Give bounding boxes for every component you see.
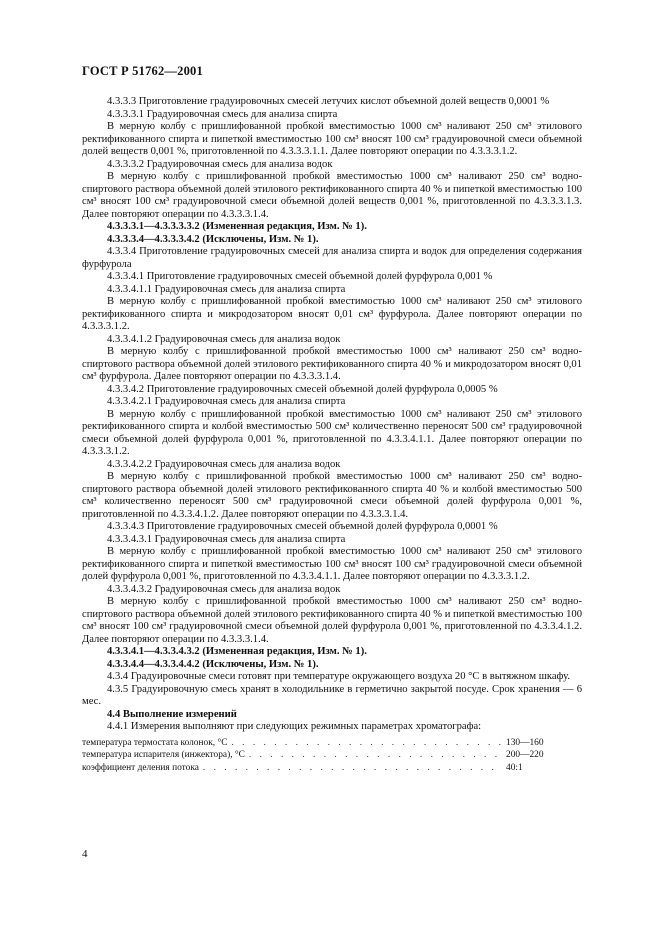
parameter-name: температура испарителя (инжектора), °С <box>82 750 245 760</box>
paragraph: 4.4.1 Измерения выполняют при следующих режимных параметрах хроматографа: <box>107 721 482 732</box>
paragraph: 4.3.3.3 Приготовление градуировочных смесей летучих кислот объемной долей веществ 0,0001 % <box>107 96 550 107</box>
parameter-name: температура термостата колонок, °С <box>82 737 228 748</box>
paragraph: В мерную колбу с пришлифованной пробкой вместимостью 1000 см³ наливают 250 см³ этилового ректификованного спирта и пипеткой вместимостью 100 см³ вносят 100 см³ градуировочной смеси объемной долей фурфурола 0,001 %, приготовленной по 4.3.3.4.1.1. Далее повторяют операции по 4.3.3.3.1.2. <box>82 546 582 582</box>
paragraph: 4.3.3.4 Приготовление градуировочных смесей для анализа спирта и водок для определения содержания фурфурола <box>82 246 582 270</box>
parameter-value: 40:1 <box>506 762 523 773</box>
leader-dots <box>203 762 502 775</box>
parameter-value: 200—220 <box>506 750 544 760</box>
subheading: 4.3.3.3.1 Градуировочная смесь для анализа спирта <box>107 108 338 120</box>
subheading: 4.3.3.4.2 Приготовление градуировочных смесей объемной долей фурфурола 0,0005 % <box>107 383 498 395</box>
subheading: 4.3.3.4.1.1 Градуировочная смесь для анализа спирта <box>107 283 346 295</box>
paragraph: В мерную колбу с пришлифованной пробкой вместимостью 1000 см³ наливают 250 см³ водно-спиртового раствора объемной долей этилового ректификованного спирта 40 % и пипеткой вместимостью 100 см³ вносят 100 см³ градуировочной смеси объемной долей фурфурола 0,001 %, приготовленной по 4.3.3.4.1.2. Далее повторяют операции по 4.3.3.3.1.4. <box>82 596 582 645</box>
paragraph: В мерную колбу с пришлифованной пробкой вместимостью 1000 см³ наливают 250 см³ водно-спиртового раствора объемной долей этилового ректификованного спирта 40 % и колбой вместимостью 500 см³ количественно переносят 500 см³ градуировочной смеси объемной долей фурфурола 0,001 %, приготовленной по 4.3.3.4.1.2. Далее повторяют операции по 4.3.3.3.1.4. <box>82 471 582 520</box>
subheading: 4.3.3.4.3.2 Градуировочная смесь для анализа водок <box>107 583 341 595</box>
subheading: 4.3.3.4.1.2 Градуировочная смесь для анализа водок <box>107 333 341 345</box>
subheading: 4.3.3.4.2.2 Градуировочная смесь для анализа водок <box>107 458 341 470</box>
paragraph: 4.3.4 Градуировочные смеси готовят при температуре окружающего воздуха 20 °С в вытяжном шкафу. <box>107 671 571 682</box>
paragraph: 4.3.5 Градуировочную смесь хранят в холодильнике в герметично закрытой посуде. Срок хранения — 6 мес. <box>82 683 582 707</box>
subheading: 4.3.3.3.2 Градуировочная смесь для анализа водок <box>107 158 333 170</box>
subheading: 4.3.3.4.2.1 Градуировочная смесь для анализа спирта <box>107 396 346 407</box>
parameter-row <box>82 749 582 762</box>
paragraph: В мерную колбу с пришлифованной пробкой вместимостью 1000 см³ наливают 250 см³ этилового ректификованного спирта и пипеткой вместимостью 100 см³ вносят 100 см³ градуировочной смеси объемной долей веществ 0,001 %, приготовленной по 4.3.3.3.1.1. Далее повторяют операции по 4.3.3.3.1.2. <box>82 121 582 157</box>
parameter-value: 130—160 <box>506 737 544 748</box>
leader-dots <box>231 737 502 750</box>
parameter-row <box>82 737 582 750</box>
amendment-note: 4.3.3.4.1—4.3.3.4.3.2 (Измененная редакция, Изм. № 1). <box>107 646 367 657</box>
document-header: ГОСТ Р 51762—2001 <box>82 64 203 78</box>
parameter-name: коэффициент деления потока <box>82 762 199 773</box>
amendment-note: 4.3.3.3.1—4.3.3.3.3.2 (Измененная редакция, Изм. № 1). <box>107 221 367 232</box>
paragraph: В мерную колбу с пришлифованной пробкой вместимостью 1000 см³ наливают 250 см³ этилового ректификованного спирта и микродозатором вносят 0,01 см³ фурфурола. Далее повторяют операции по 4.3.3.3.1.2. <box>82 296 582 332</box>
paragraph: В мерную колбу с пришлифованной пробкой вместимостью 1000 см³ наливают 250 см³ водно-спиртового раствора объемной долей этилового ректификованного спирта 40 % и микродозатором вносят 0,01 см³ фурфурола. Далее повторяют операции по 4.3.3.3.1.4. <box>82 346 582 382</box>
amendment-note: 4.3.3.3.4—4.3.3.3.4.2 (Исключены, Изм. № 1). <box>107 233 319 245</box>
page-number: 4 <box>82 848 88 860</box>
subheading: 4.3.3.4.1 Приготовление градуировочных смесей объемной долей фурфурола 0,001 % <box>107 271 493 282</box>
subheading: 4.3.3.4.3.1 Градуировочная смесь для анализа спирта <box>107 533 346 545</box>
section-heading: 4.4 Выполнение измерений <box>107 708 237 720</box>
subheading: 4.3.3.4.3 Приготовление градуировочных смесей объемной долей фурфурола 0,0001 % <box>107 521 498 532</box>
amendment-note: 4.3.3.4.4—4.3.3.4.4.2 (Исключены, Изм. № 1). <box>107 658 319 670</box>
paragraph: В мерную колбу с пришлифованной пробкой вместимостью 1000 см³ наливают 250 см³ водно-спиртового раствора объемной долей этилового ректификованного спирта 40 % и пипеткой вместимостью 100 см³ вносят 100 см³ градуировочной смеси объемной долей веществ 0,001 %, приготовленной по 4.3.3.3.1.3. Далее повторяют операции по 4.3.3.3.1.4. <box>82 171 582 220</box>
parameter-row <box>82 762 582 775</box>
leader-dots <box>249 749 502 762</box>
paragraph: В мерную колбу с пришлифованной пробкой вместимостью 1000 см³ наливают 250 см³ этилового ректификованного спирта и колбой вместимостью 500 см³ количественно переносят 500 см³ градуировочной смеси объемной долей фурфурола 0,001 %, приготовленной по 4.3.3.4.1.1. Далее повторяют операции по 4.3.3.3.1.2. <box>82 408 582 457</box>
chromatograph-parameters <box>82 737 582 775</box>
document-body <box>82 96 582 774</box>
